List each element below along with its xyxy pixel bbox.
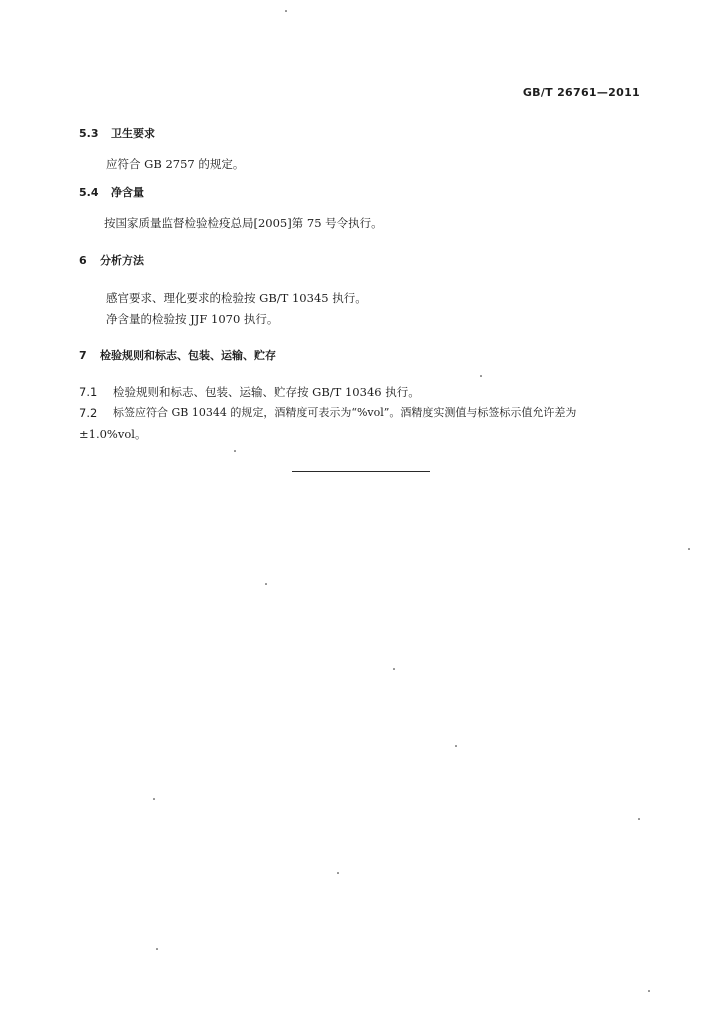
section-number: 5.4 <box>79 186 99 199</box>
section-number: 7.1 <box>79 385 98 399</box>
end-of-document-rule <box>292 471 430 472</box>
scan-speck <box>265 583 267 585</box>
scan-speck <box>638 818 640 820</box>
section-number: 7 <box>79 349 87 362</box>
section-number: 6 <box>79 254 87 267</box>
section-title: 分析方法 <box>100 254 144 267</box>
scan-speck <box>455 745 457 747</box>
scan-speck <box>337 872 339 874</box>
section-title: 检验规则和标志、包装、运输、贮存 <box>100 349 276 362</box>
section-title: 卫生要求 <box>111 127 155 140</box>
section-number: 5.3 <box>79 127 99 140</box>
section-6-body-line-2: 净含量的检验按 JJF 1070 执行。 <box>106 312 279 326</box>
section-5-4-body: 按国家质量监督检验检疫总局[2005]第 75 号令执行。 <box>104 216 383 230</box>
scan-speck <box>153 798 155 800</box>
section-7-2-body-line-1: 标签应符合 GB 10344 的规定，酒精度可表示为“%vol”。酒精度实测值与标签标示值允许差为 <box>113 406 577 419</box>
section-7-2-body-line-2: ±1.0%vol。 <box>79 427 147 441</box>
scan-speck <box>688 548 690 550</box>
scan-speck <box>480 375 482 377</box>
scan-speck <box>648 990 650 992</box>
scan-speck <box>393 668 395 670</box>
scan-speck <box>285 10 287 12</box>
section-5-3-body: 应符合 GB 2757 的规定。 <box>106 157 245 171</box>
section-number: 7.2 <box>79 406 98 420</box>
scan-speck <box>234 450 236 452</box>
section-6-body-line-1: 感官要求、理化要求的检验按 GB/T 10345 执行。 <box>106 291 367 305</box>
scan-speck <box>156 948 158 950</box>
section-7-1-body: 检验规则和标志、包装、运输、贮存按 GB/T 10346 执行。 <box>113 385 420 399</box>
standard-code: GB/T 26761—2011 <box>522 86 640 99</box>
section-title: 净含量 <box>111 186 144 199</box>
